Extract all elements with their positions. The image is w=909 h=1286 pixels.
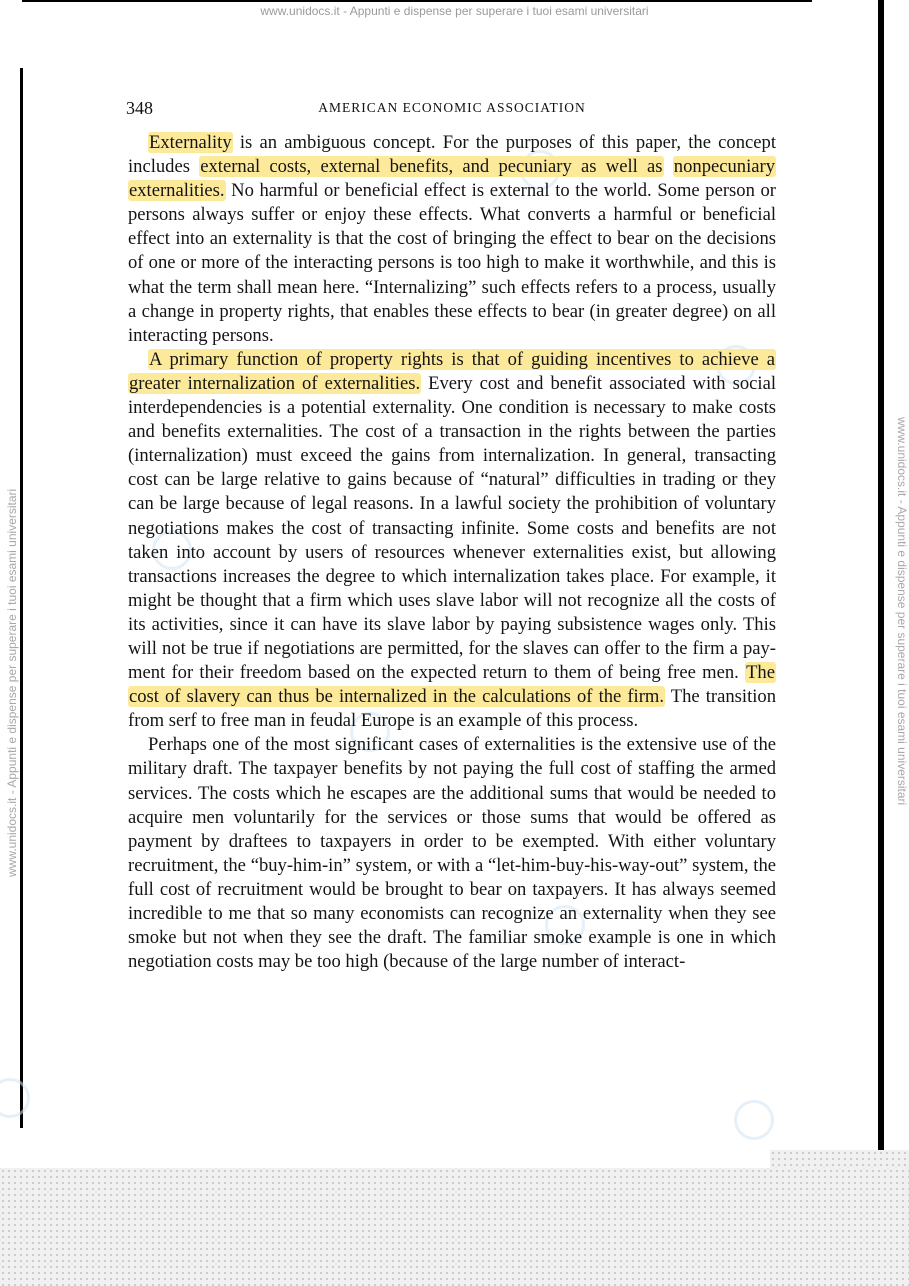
left-scan-edge	[20, 68, 23, 1128]
text-segment: is an ambiguous concept. For the purposes of this paper, the concept includes	[128, 132, 776, 178]
right-scan-edge	[878, 0, 884, 1152]
top-scan-edge	[22, 0, 812, 2]
article-body	[128, 131, 776, 974]
watermark-top: www.unidocs.it - Appunti e dispense per superare i tuoi esami universitari	[260, 4, 649, 18]
running-head: AMERICAN ECONOMIC ASSOCIATION	[318, 100, 586, 115]
text-segment: Perhaps one of the most significant cases of externalities is the extensive use of the military draft. The taxpayer benefits by not paying the full cost of staffing the armed services. The costs which he escapes are the additional sums that would be needed to acquire men voluntarily for the services or those sums that would be offered as payment by draftees to taxpayers in order to be exempted. With either voluntary recruitment, the “buy-him-in” system, or with a “let-him-buy-his-way-out” system, the full cost of recruitment would be brought to bear on taxpayers. It has always seemed incredible to me that so many economists can recognize an externality when they see smoke but not when they see the draft. The familiar smoke example is one in which negotiation costs may be too high (because of the large number of interact-	[128, 734, 776, 973]
highlighted-text: nonpecuniary externalities.	[129, 156, 775, 202]
scan-background-edge	[770, 1150, 909, 1170]
watermark-left: www.unidocs.it - Appunti e dispense per superare i tuoi esami universitari	[5, 488, 19, 877]
text-segment: No harmful or beneficial effect is external to the world. Some person or persons always suffer or enjoy these effects. What converts a harmful or beneficial effect into an externality is that the cost of bringing the effect to bear on the decisions of one or more of the interacting persons is too high to make it worthwhile, and this is what the term shall mean here. “Internalizing” such effects refers to a process, usually a change in property rights, that enables these effects to bear (in greater degree) on all interacting persons.	[128, 180, 776, 346]
watermark-logo-icon	[734, 1100, 774, 1140]
page-header	[126, 98, 778, 118]
scan-background-band	[0, 1168, 909, 1286]
paragraph	[128, 733, 776, 974]
text-segment: Every cost and benefit associated with social interdependencies is a potential externality. One condition is necessary to make costs and benefits externalities. The cost of a transaction in the rights between the parties (internalization) must exceed the gains from internalization. In general, transacting cost can be large relative to gains because of “natural” difficulties in trading or they can be large because of legal reasons. In a lawful society the prohibition of voluntary negotiations makes the cost of transacting infinite. Some costs and benefits are not taken into account by users of resources whenever externalities exist, but allowing transactions increases the degree to which internalization takes place. For example, it might be thought that a firm which uses slave labor will not recognize all the costs of its activities, since it can have its slave labor by paying subsistence wages only. This will not be true if negotiations are permitted, for the slaves can offer to the firm a payment for their freedom based on the expected return to them of being free men.	[128, 372, 777, 684]
page-number: 348	[126, 98, 153, 118]
watermark-right: www.unidocs.it - Appunti e dispense per superare i tuoi esami universitari	[895, 417, 909, 806]
paragraph	[128, 348, 776, 734]
highlighted-text: A primary function of property rights is that of guiding incentives to achieve a greater internalization of externalities.	[129, 348, 775, 394]
highlighted-text: external costs, external benefits, and pecuniary as well as	[200, 156, 663, 178]
text-segment	[664, 156, 673, 177]
highlighted-text: Externality	[149, 132, 232, 153]
watermark-logo-icon	[0, 1078, 30, 1118]
highlighted-text: The cost of slavery can thus be internalized in the calculations of the firm.	[129, 662, 775, 708]
paragraph	[128, 131, 776, 348]
text-segment: The transition from serf to free man in feudal Europe is an example of this process.	[128, 686, 776, 732]
